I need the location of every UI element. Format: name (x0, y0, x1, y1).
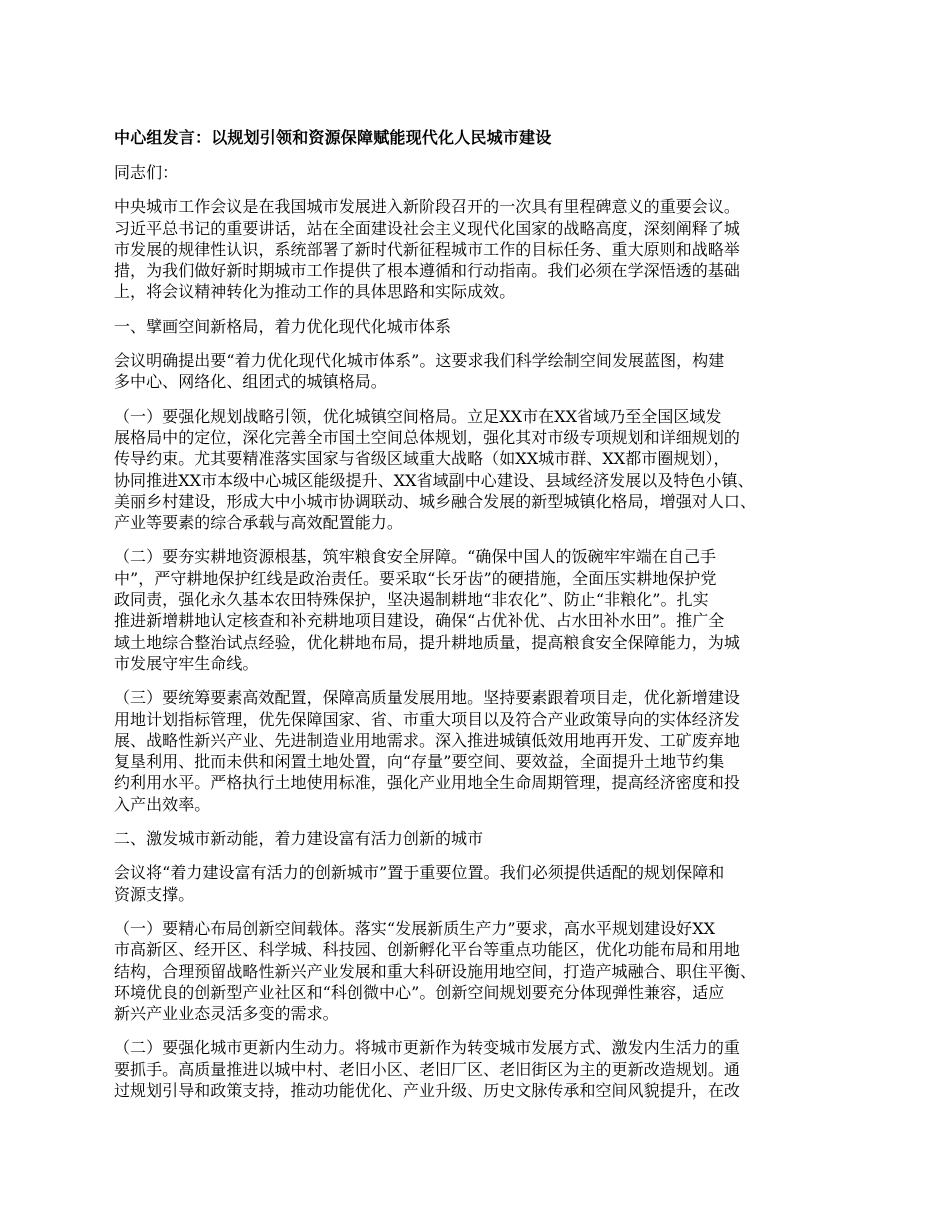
document-title: 中心组发言：以规划引领和资源保障赋能现代化人民城市建设 (114, 128, 552, 147)
text-line: 过规划引导和政策支持，推动功能优化、产业升级、历史文脉传承和空间风貌提升，在改 (114, 1080, 740, 1100)
text-line: 中央城市工作会议是在我国城市发展进入新阶段召开的一次具有里程碑意义的重要会议。 (114, 197, 740, 217)
text-line: 上，将会议精神转化为推动工作的具体思路和实际成效。 (114, 282, 516, 302)
text-line: 中”，严守耕地保护红线是政治责任。要采取“长牙齿”的硬措施，全面压实耕地保护党 (114, 568, 717, 588)
text-line: 结构，合理预留战略性新兴产业发展和重大科研设施用地空间，打造产城融合、职住平衡、 (114, 961, 757, 981)
text-line: 一、擘画空间新格局，着力优化现代化城市体系 (114, 316, 452, 336)
text-line: 推进新增耕地认定核查和补充耕地项目建设，确保“占优补优、占水田补水田”。推广全 (114, 611, 725, 631)
text-line: 政同责，强化永久基本农田特殊保护，坚决遏制耕地“非农化”、防止“非粮化”。扎实 (114, 590, 709, 610)
text-line: 市高新区、经开区、科学城、科技园、创新孵化平台等重点功能区，优化功能布局和用地 (114, 940, 740, 960)
paragraph (114, 196, 844, 302)
text-line: 展、战略性新兴产业、先进制造业用地需求。深入推进城镇低效用地再开发、工矿废弃地 (114, 730, 740, 750)
text-line: （一）要强化规划战略引领，优化城镇空间格局。立足XX市在XX省域乃至全国区域发 (114, 406, 722, 426)
text-line: （二）要强化城市更新内生动力。将城市更新作为转变城市发展方式、激发内生活力的重 (114, 1038, 740, 1058)
text-line: 二、激发城市新动能，着力建设富有活力创新的城市 (114, 829, 484, 849)
paragraph (114, 406, 844, 534)
text-line: 会议将“着力建设富有活力的创新城市”置于重要位置。我们必须提供适配的规划保障和 (114, 863, 725, 883)
document-page (114, 128, 844, 1114)
text-line: 同志们： (114, 163, 179, 182)
text-line: 用地计划指标管理，优先保障国家、省、市重大项目以及符合产业政策导向的实体经济发 (114, 709, 740, 729)
text-line: （三）要统筹要素高效配置，保障高质量发展用地。坚持要素跟着项目走，优化新增建设 (114, 688, 740, 708)
text-line: （一）要精心布局创新空间载体。落实“发展新质生产力”要求，高水平规划建设好XX (114, 918, 716, 938)
paragraph (114, 862, 844, 905)
paragraph (114, 1037, 844, 1101)
text-line: 市发展的规律性认识，系统部署了新时代新征程城市工作的目标任务、重大原则和战略举 (114, 239, 740, 259)
text-line: 市发展守牢生命线。 (114, 653, 259, 673)
text-line: 要抓手。高质量推进以城中村、老旧小区、老旧厂区、老旧街区为主的更新改造规划。通 (114, 1059, 740, 1079)
text-line: 产业等要素的综合承载与高效配置能力。 (114, 513, 403, 533)
text-line: 美丽乡村建设，形成大中小城市协调联动、城乡融合发展的新型城镇化格局，增强对人口、 (114, 491, 757, 511)
text-line: 多中心、网络化、组团式的城镇格局。 (114, 372, 387, 392)
text-line: 协同推进XX市本级中心城区能级提升、XX省域副中心建设、县域经济发展以及特色小镇、 (114, 470, 754, 490)
paragraph (114, 918, 844, 1024)
text-line: 入产出效率。 (114, 794, 211, 814)
text-line: 域土地综合整治试点经验，优化耕地布局，提升耕地质量，提高粮食安全保障能力，为城 (114, 632, 740, 652)
paragraph (114, 687, 844, 815)
section-heading (114, 828, 844, 849)
text-line: 资源支撑。 (114, 884, 195, 904)
paragraph (114, 546, 844, 674)
text-line: 会议明确提出要“着力优化现代化城市体系”。这要求我们科学绘制空间发展蓝图，构建 (114, 351, 725, 371)
text-line: 展格局中的定位，深化完善全市国土空间总体规划，强化其对市级专项规划和详细规划的 (114, 427, 740, 447)
text-line: 复垦利用、批而未供和闲置土地处置，向“存量”要空间、要效益，全面提升土地节约集 (114, 752, 725, 772)
text-line: 习近平总书记的重要讲话，站在全面建设社会主义现代化国家的战略高度，深刻阐释了城 (114, 218, 740, 238)
text-line: 传导约束。尤其要精准落实国家与省级区域重大战略（如XX城市群、XX都市圈规划）， (114, 449, 730, 469)
text-line: （二）要夯实耕地资源根基，筑牢粮食安全屏障。“确保中国人的饭碗牢牢端在自己手 (114, 547, 717, 567)
text-line: 新兴产业业态灵活多变的需求。 (114, 1004, 339, 1024)
text-line: 约利用水平。严格执行土地使用标准，强化产业用地全生命周期管理，提高经济密度和投 (114, 773, 740, 793)
document-body (114, 162, 844, 1101)
text-line: 措，为我们做好新时期城市工作提供了根本遵循和行动指南。我们必须在学深悟透的基础 (114, 261, 740, 281)
salutation (114, 162, 844, 183)
text-line: 环境优良的创新型产业社区和“科创微中心”。创新空间规划要充分体现弹性兼容，适应 (114, 982, 725, 1002)
section-heading (114, 316, 844, 337)
paragraph (114, 350, 844, 393)
